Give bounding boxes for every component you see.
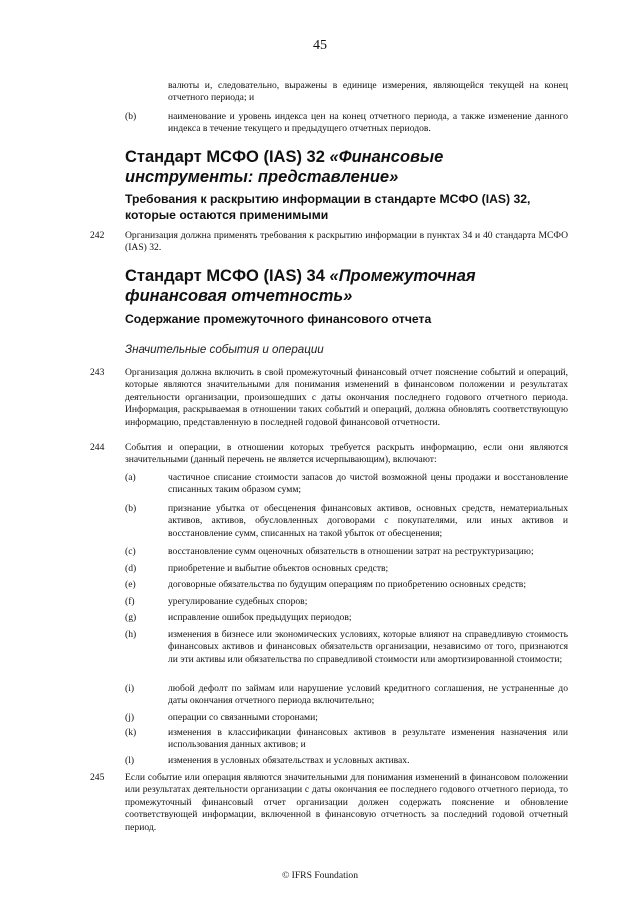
list-item-l-text: изменения в условных обязательствах и условных активах. [168,755,410,766]
list-item-a-label: (a) [125,472,136,483]
list-item-f-text: урегулирование судебных споров; [168,596,308,607]
list-item-i-label: (i) [125,683,135,694]
footer-copyright: © IFRS Foundation [281,870,359,881]
list-item-h-text: изменения в бизнесе или экономических условиях, которые влияют на справедливую стоимость финансовых активов и финансовых обязательств организации, независимо от того, признаются ли эти активы или обязательства по справедливой стоимости или амортизированной стоимости; [168,629,568,665]
para-245-number: 245 [90,772,105,783]
list-item-c-label: (c) [125,546,136,557]
subheading-interim-content: Содержание промежуточного финансового отчета [125,312,432,326]
list-item-i-text: любой дефолт по займам или нарушение условий кредитного соглашения, не устраненные до даты окончания отчетного периода включительно; [168,683,568,707]
list-item-g-text: исправление ошибок предыдущих периодов; [168,612,352,623]
para-245-text: Если событие или операция являются значительными для понимания изменений в финансовом положении или результатах деятельности организации с даты окончания ее последнего годового отчетного периода, то промежуточный финансовый отчет организации должен содержать пояснение и обновление соответствующей информации, включенной в финансовую отчетность за последний годовой отчетный период. [125,772,568,833]
item-b-label: (b) [125,111,137,122]
para-243-text: Организация должна включить в свой промежуточный финансовый отчет пояснение событий и операций, которые являются значительными для понимания изменений в финансовом положении и результатах деятельности организации, произошедших с даты окончания последнего годового отчетного периода. Информация, раскрываемая в отношении таких событий и операций, должна обновлять соответствующую информацию, представленную в последней годовой финансовой отчетности. [125,367,568,428]
list-item-b-text: признание убытка от обесценения финансовых активов, основных средств, нематериальных активов, активов, обусловленных договорами с покупателями, или иных активов и восстановление сумм, списанных на такой убыток от обесценения; [168,503,568,539]
para-244-number: 244 [90,442,105,453]
list-item-e-label: (e) [125,579,136,590]
para-244-text: События и операции, в отношении которых требуется раскрыть информацию, если они являются значительными (данный перечень не является исчерпывающим), включают: [125,442,568,466]
list-item-d-label: (d) [125,563,137,574]
list-item-k-label: (k) [125,727,137,738]
list-item-b-label: (b) [125,503,137,514]
para-242-text: Организация должна применять требования к раскрытию информации в пунктах 34 и 40 стандарта МСФО (IAS) 32. [125,230,568,254]
page-number: 45 [313,38,327,53]
list-item-l-label: (l) [125,755,135,766]
list-item-g-label: (g) [125,612,137,623]
list-item-k-text: изменения в классификации финансовых активов в результате изменения назначения или использования данных активов; и [168,727,568,751]
list-item-j-label: (j) [125,712,135,723]
heading-ias32-plain: Стандарт МСФО (IAS) 32 [125,148,325,166]
item-b-text: наименование и уровень индекса цен на конец отчетного периода, а также изменение данного индекса в течение текущего и предыдущего отчетных периодов. [168,111,568,135]
subheading-significant-events: Значительные события и операции [125,343,324,356]
heading-ias32-italic: «Финансовые инструменты: представление» [125,148,444,186]
heading-ias32 [125,147,568,187]
list-item-h-label: (h) [125,629,137,640]
list-item-j-text: операции со связанными сторонами; [168,712,318,723]
heading-ias34 [125,266,568,306]
continuation-text: валюты и, следовательно, выражены в единице измерения, являющейся текущей на конец отчетного периода; и [168,80,568,104]
list-item-e-text: договорные обязательства по будущим операциям по приобретению основных средств; [168,579,526,590]
list-item-a-text: частичное списание стоимости запасов до чистой возможной цены продажи и восстановление списанных таким образом сумм; [168,472,568,496]
para-242-number: 242 [90,230,105,241]
heading-ias34-italic: «Промежуточная финансовая отчетность» [125,267,476,305]
heading-ias34-plain: Стандарт МСФО (IAS) 34 [125,267,325,285]
list-item-f-label: (f) [125,596,135,607]
list-item-c-text: восстановление сумм оценочных обязательств в отношении затрат на реструктуризацию; [168,546,534,557]
subheading-ias32-disclosure: Требования к раскрытию информации в стандарте МСФО (IAS) 32, которые остаются применимыми [125,192,531,222]
para-243-number: 243 [90,367,105,378]
list-item-d-text: приобретение и выбытие объектов основных средств; [168,563,389,574]
